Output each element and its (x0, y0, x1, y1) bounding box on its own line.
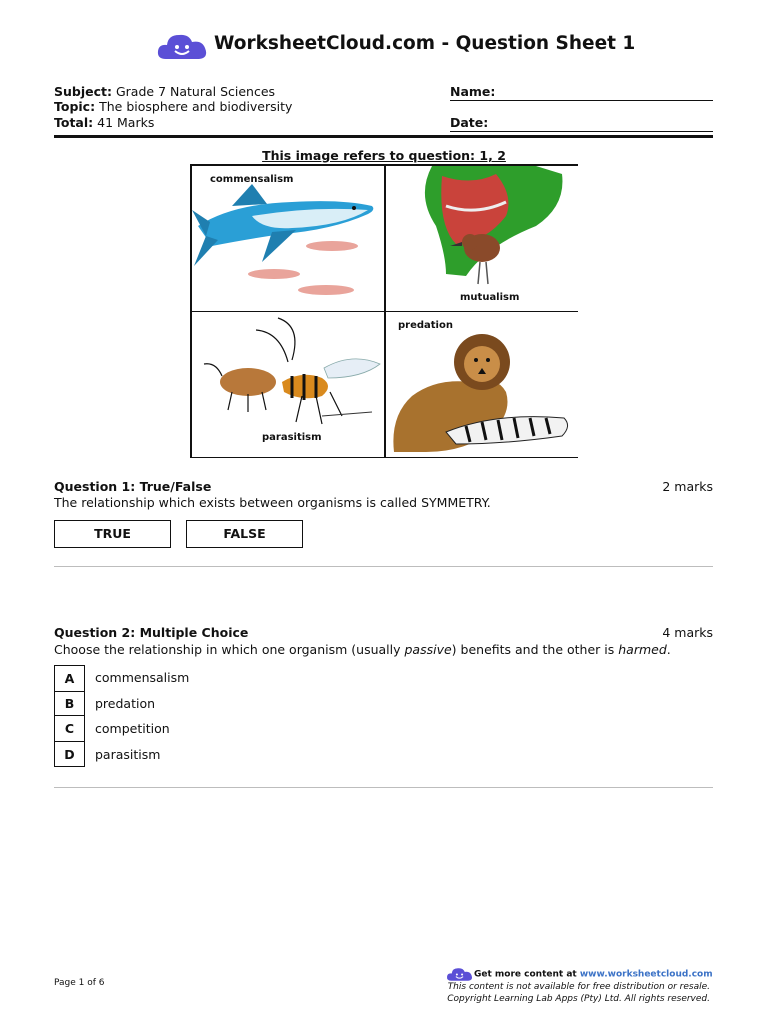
true-button[interactable]: TRUE (54, 520, 171, 548)
question2-separator (54, 787, 713, 788)
question1-separator (54, 566, 713, 567)
question2-title: Question 2: Multiple Choice (54, 625, 249, 640)
date-label: Date: (450, 115, 489, 130)
option-d[interactable] (54, 742, 454, 768)
predation-label: predation (398, 320, 453, 331)
option-letter: D (54, 742, 85, 768)
lion-zebra-image (386, 312, 576, 456)
crocodile-bird-image (386, 166, 576, 308)
topic-label: Topic: (54, 99, 96, 114)
shark-image (192, 166, 384, 308)
date-field-label (450, 115, 488, 130)
total-value: 41 Marks (97, 115, 155, 130)
option-b[interactable] (54, 691, 454, 717)
commensalism-label: commensalism (210, 174, 294, 185)
name-field-label (450, 84, 495, 99)
false-button[interactable]: FALSE (186, 520, 303, 548)
question2-options (54, 665, 454, 767)
subject-line (54, 84, 275, 99)
header-divider (54, 135, 713, 138)
question2-text-part: Choose the relationship in which one organism (usually (54, 642, 405, 657)
option-a[interactable] (54, 665, 454, 691)
mutualism-label: mutualism (460, 292, 520, 303)
date-field-line[interactable] (450, 131, 713, 132)
page-number: Page 1 of 6 (54, 978, 105, 988)
commensalism-panel (192, 166, 384, 311)
footer-url-link[interactable]: www.worksheetcloud.com (579, 969, 713, 980)
mutualism-panel (386, 166, 578, 311)
page-title: WorksheetCloud.com - Question Sheet 1 (214, 33, 636, 54)
question2-marks: 4 marks (662, 625, 713, 640)
question1-marks: 2 marks (662, 479, 713, 494)
parasitism-label: parasitism (262, 432, 322, 443)
option-text: competition (95, 721, 170, 736)
name-field-line[interactable] (450, 100, 713, 101)
footer-get-more-line (446, 966, 713, 982)
question2-emphasis-harmed: harmed (618, 642, 667, 657)
parasitism-panel (192, 312, 384, 457)
relationships-figure (190, 164, 578, 458)
subject-value: Grade 7 Natural Sciences (115, 84, 276, 99)
option-text: commensalism (95, 670, 190, 685)
option-c[interactable] (54, 716, 454, 742)
footer-get-more: Get more content at (474, 969, 580, 980)
footer-notice-line2: Copyright Learning Lab Apps (Pty) Ltd. All rights reserved. (447, 993, 710, 1004)
question1-text: The relationship which exists between organisms is called SYMMETRY. (54, 495, 491, 510)
question2-text-part: . (666, 642, 671, 657)
option-letter: A (54, 665, 85, 692)
footer-notice (446, 966, 713, 1005)
worksheetcloud-small-logo-icon (446, 966, 474, 982)
name-label: Name: (450, 84, 496, 99)
topic-value: The biosphere and biodiversity (99, 99, 293, 114)
topic-line (54, 99, 292, 114)
option-text: parasitism (95, 746, 161, 762)
worksheetcloud-logo-icon (156, 31, 210, 61)
subject-label: Subject: (54, 84, 112, 99)
question2-emphasis-passive: passive (404, 642, 452, 657)
option-text: predation (95, 695, 156, 711)
figure-caption: This image refers to question: 1, 2 (262, 148, 506, 163)
footer-notice-line1: This content is not available for free distribution or resale. (447, 982, 710, 992)
question2-text-part: ) benefits and the other is (451, 642, 619, 657)
option-letter: B (54, 691, 85, 717)
question2-text (54, 642, 671, 657)
question1-title: Question 1: True/False (54, 479, 212, 494)
total-line (54, 115, 154, 130)
option-letter: C (54, 716, 85, 742)
total-label: Total: (54, 115, 94, 130)
predation-panel (386, 312, 578, 457)
